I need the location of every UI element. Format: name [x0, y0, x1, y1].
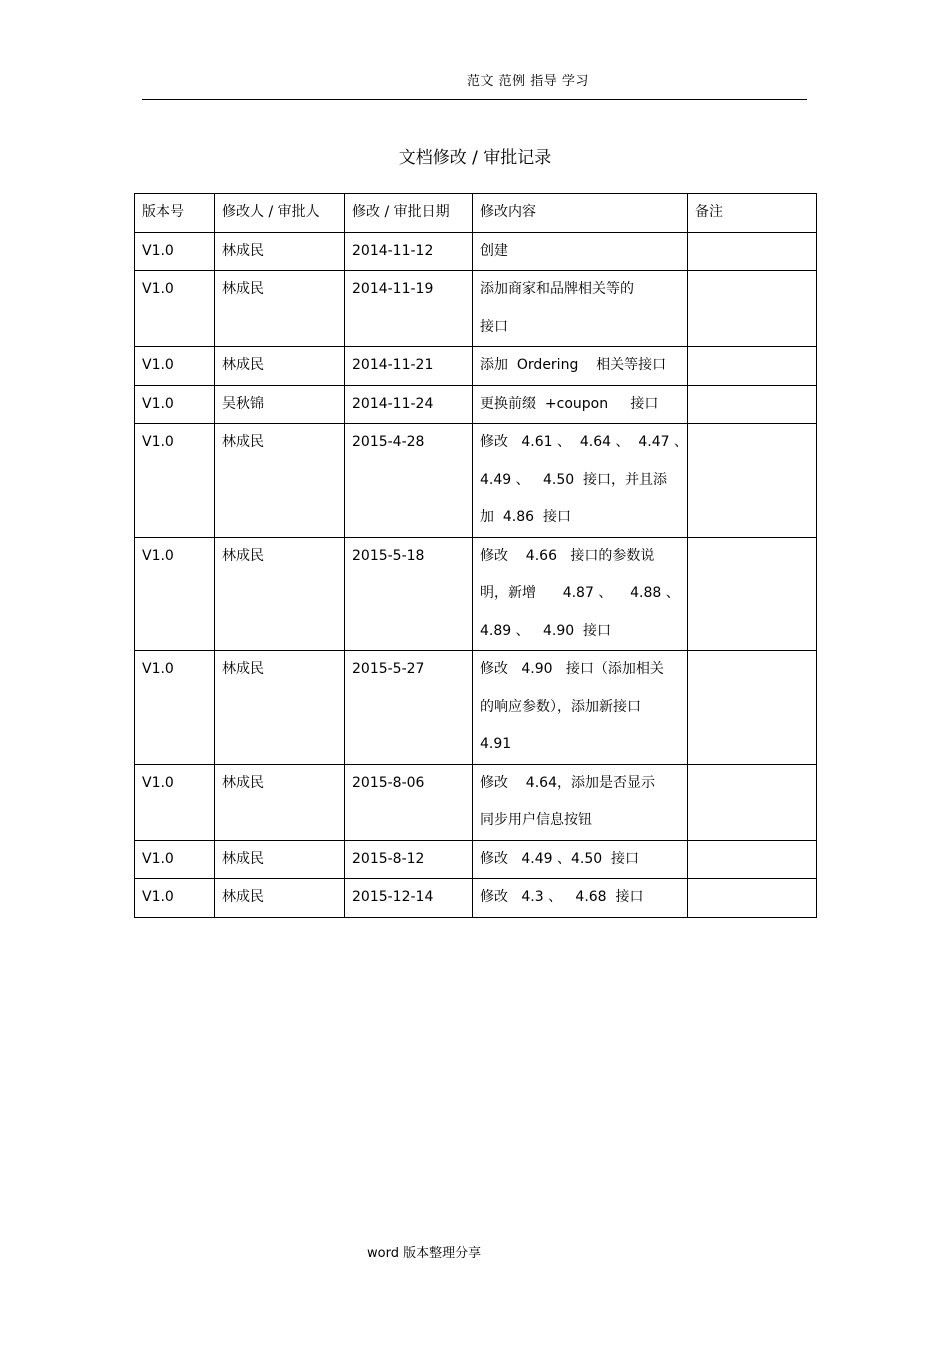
date-cell	[345, 424, 473, 538]
person-cell-text: 林成民	[222, 774, 264, 791]
table-row	[135, 271, 817, 347]
note-cell	[688, 651, 817, 765]
content-cell	[473, 424, 688, 538]
date-cell-text: 2014-11-12	[352, 242, 434, 259]
date-cell	[345, 232, 473, 271]
note-cell	[688, 385, 817, 424]
content-line: 4.49 、 4.50 接口，并且添	[480, 471, 668, 488]
content-line: 4.91	[480, 736, 512, 752]
column-header	[473, 194, 688, 233]
note-cell	[688, 232, 817, 271]
date-cell	[345, 879, 473, 918]
document-title: 文档修改 / 审批记录	[398, 148, 552, 168]
content-line: 修改 4.90 接口（添加相关	[480, 661, 664, 677]
person-cell	[215, 232, 345, 271]
column-header-label: 修改人 / 审批人	[222, 204, 320, 220]
content-line: 4.89 、 4.90 接口	[480, 622, 612, 639]
content-lines	[480, 841, 680, 879]
date-cell-text: 2015-8-06	[352, 774, 425, 791]
date-cell	[345, 537, 473, 651]
person-cell	[215, 271, 345, 347]
content-line: 修改 4.3 、 4.68 接口	[480, 889, 644, 905]
content-lines	[480, 765, 680, 840]
person-cell-text: 林成民	[222, 850, 264, 867]
date-cell	[345, 385, 473, 424]
date-cell-text: 2015-12-14	[352, 889, 434, 905]
version-cell	[135, 537, 215, 651]
revision-record-table	[134, 193, 817, 918]
date-cell-text: 2015-8-12	[352, 850, 425, 867]
version-cell-text: V1.0	[142, 395, 174, 412]
column-header	[135, 194, 215, 233]
version-cell	[135, 385, 215, 424]
person-cell-text: 林成民	[222, 547, 264, 564]
note-cell	[688, 271, 817, 347]
content-cell	[473, 271, 688, 347]
content-lines	[480, 879, 680, 917]
content-line: 加 4.86 接口	[480, 509, 571, 525]
content-cell	[473, 347, 688, 386]
column-header	[345, 194, 473, 233]
date-cell-text: 2015-5-27	[352, 661, 425, 677]
content-line: 同步用户信息按钮	[480, 812, 592, 828]
date-cell-text: 2015-4-28	[352, 434, 425, 450]
version-cell	[135, 271, 215, 347]
content-line: 修改 4.49 、4.50 接口	[480, 850, 640, 867]
person-cell	[215, 347, 345, 386]
version-cell	[135, 840, 215, 879]
person-cell	[215, 537, 345, 651]
content-line: 修改 4.66 接口的参数说	[480, 547, 655, 564]
version-cell-text: V1.0	[142, 889, 174, 905]
person-cell-text: 林成民	[222, 889, 264, 905]
version-cell-text: V1.0	[142, 281, 174, 297]
content-cell	[473, 651, 688, 765]
person-cell-text: 林成民	[222, 242, 264, 259]
person-cell	[215, 651, 345, 765]
person-cell-text: 林成民	[222, 661, 264, 677]
content-cell	[473, 537, 688, 651]
content-lines	[480, 271, 680, 346]
table-row	[135, 385, 817, 424]
column-header	[215, 194, 345, 233]
version-cell-text: V1.0	[142, 850, 174, 867]
version-cell-text: V1.0	[142, 434, 174, 450]
content-cell	[473, 764, 688, 840]
person-cell	[215, 385, 345, 424]
content-line: 的响应参数），添加新接口	[480, 698, 641, 715]
content-lines	[480, 538, 680, 651]
version-cell	[135, 879, 215, 918]
content-cell	[473, 879, 688, 918]
date-cell	[345, 764, 473, 840]
content-line: 添加商家和品牌相关等的	[480, 281, 634, 297]
content-line: 添加 Ordering 相关等接口	[480, 357, 667, 373]
version-cell	[135, 424, 215, 538]
version-cell-text: V1.0	[142, 547, 174, 564]
date-cell-text: 2014-11-19	[352, 281, 434, 297]
content-lines	[480, 233, 680, 271]
person-cell-text: 林成民	[222, 434, 264, 450]
person-cell	[215, 424, 345, 538]
version-cell-text: V1.0	[142, 774, 174, 791]
date-cell-text: 2014-11-21	[352, 357, 434, 373]
note-cell	[688, 424, 817, 538]
table-header-row	[135, 194, 817, 233]
content-line: 修改 4.64，添加是否显示	[480, 774, 655, 791]
content-lines	[480, 651, 680, 764]
table-row	[135, 232, 817, 271]
table-row	[135, 764, 817, 840]
column-header-label: 修改内容	[480, 204, 536, 220]
content-cell	[473, 840, 688, 879]
person-cell	[215, 764, 345, 840]
page-footer-text: word 版本整理分享	[367, 1246, 482, 1261]
note-cell	[688, 537, 817, 651]
version-cell	[135, 764, 215, 840]
version-cell	[135, 232, 215, 271]
version-cell	[135, 347, 215, 386]
person-cell	[215, 879, 345, 918]
table-row	[135, 537, 817, 651]
content-line: 创建	[480, 242, 508, 259]
column-header	[688, 194, 817, 233]
note-cell	[688, 764, 817, 840]
table-row	[135, 424, 817, 538]
note-cell	[688, 347, 817, 386]
column-header-label: 版本号	[142, 204, 184, 220]
table-row	[135, 347, 817, 386]
person-cell-text: 林成民	[222, 281, 264, 297]
date-cell-text: 2014-11-24	[352, 395, 434, 412]
content-lines	[480, 424, 689, 537]
content-line: 接口	[480, 318, 508, 335]
note-cell	[688, 840, 817, 879]
version-cell-text: V1.0	[142, 661, 174, 677]
date-cell	[345, 840, 473, 879]
date-cell	[345, 271, 473, 347]
page-header-text: 范文 范例 指导 学习	[467, 74, 589, 89]
version-cell-text: V1.0	[142, 242, 174, 259]
person-cell	[215, 840, 345, 879]
content-line: 修改 4.61 、 4.64 、 4.47 、	[480, 434, 689, 450]
version-cell	[135, 651, 215, 765]
content-lines	[480, 386, 680, 424]
table-row	[135, 651, 817, 765]
header-divider	[142, 99, 807, 100]
date-cell	[345, 347, 473, 386]
table-row	[135, 879, 817, 918]
content-cell	[473, 385, 688, 424]
column-header-label: 备注	[695, 204, 723, 220]
date-cell	[345, 651, 473, 765]
table-row	[135, 840, 817, 879]
version-cell-text: V1.0	[142, 357, 174, 373]
content-cell	[473, 232, 688, 271]
column-header-label: 修改 / 审批日期	[352, 204, 450, 220]
person-cell-text: 吴秋锦	[222, 395, 264, 412]
content-line: 更换前缀 +coupon 接口	[480, 395, 659, 412]
content-lines	[480, 347, 680, 385]
person-cell-text: 林成民	[222, 357, 264, 373]
content-line: 明，新增 4.87 、 4.88 、	[480, 585, 680, 601]
note-cell	[688, 879, 817, 918]
date-cell-text: 2015-5-18	[352, 547, 425, 564]
